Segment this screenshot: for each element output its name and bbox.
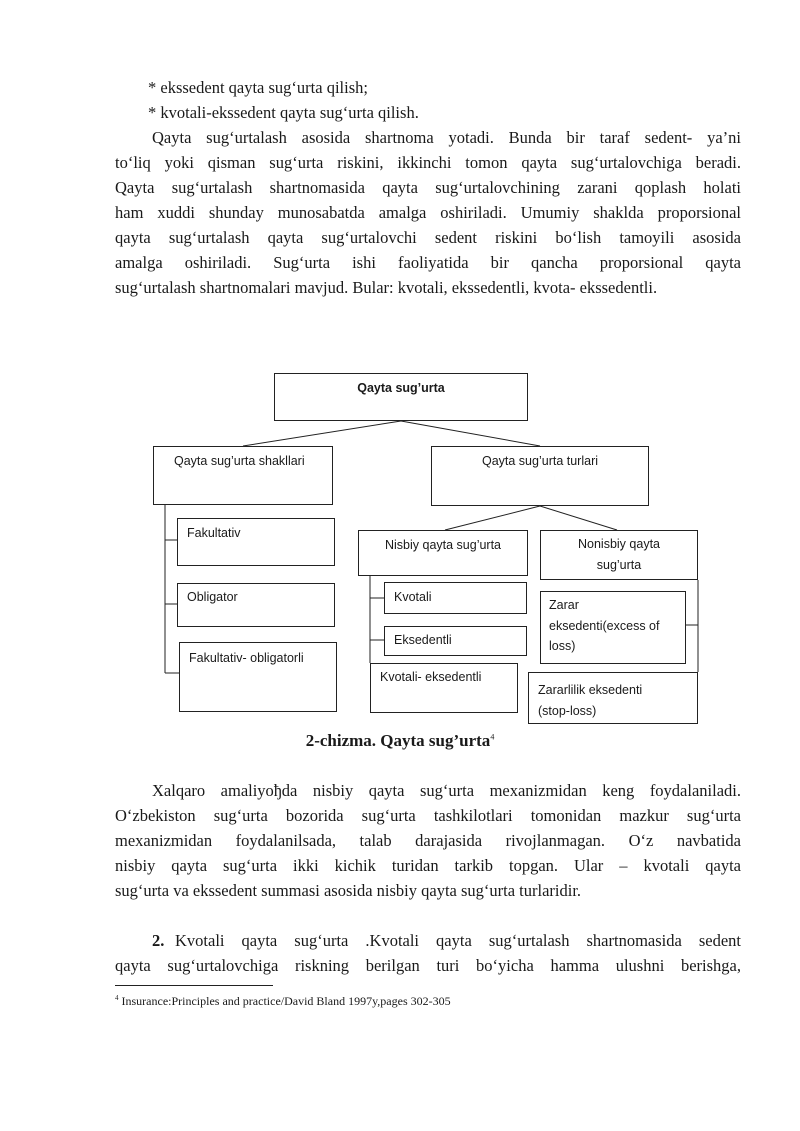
figure-caption-text: 2-chizma. Qayta sug’urta bbox=[305, 731, 491, 750]
paragraph-2-line-5: sug‘urta va ekssedent summasi asosida nisbiy qayta sug‘urta turlaridir. bbox=[115, 881, 582, 900]
form-obligator-label: Obligator bbox=[187, 590, 238, 604]
paragraph-2-line-4: nisbiy qayta sug‘urta ikki kichik turidan tarkib topgan. Ular – kvotali qayta bbox=[115, 856, 741, 875]
kvotali-eksedentli-label: Kvotali- eksedentli bbox=[380, 670, 482, 684]
paragraph-1-line-1: Qayta sug‘urtalash asosida shartnoma yotadi. Bunda bir taraf sedent- ya’ni bbox=[152, 128, 741, 147]
forms-head-label: Qayta sug’urta shakllari bbox=[174, 454, 305, 468]
paragraph-3-line-1: Kvotali qayta sug‘urta .Kvotali qayta sug‘urtalash shartnomasida sedent bbox=[175, 931, 741, 950]
nonisbiy-head-line-2: sug’urta bbox=[596, 558, 642, 572]
root-label: Qayta sug’urta bbox=[357, 381, 445, 395]
footnote-text: Insurance:Principles and practice/David Bland 1997y,pages 302-305 bbox=[121, 994, 451, 1008]
list-item-kvotali-ekssedent: * kvotali-ekssedent qayta sug‘urta qilish. bbox=[148, 103, 419, 122]
zarar-eksedenti-line-3: loss) bbox=[549, 639, 576, 653]
types-head-label: Qayta sug’urta turlari bbox=[481, 454, 599, 468]
list-item-ekssedent: * ekssedent qayta sug‘urta qilish; bbox=[148, 78, 368, 97]
paragraph-1-line-5: qayta sug‘urtalash qayta sug‘urtalovchi sedent riskini bo‘lish tamoyili asosida bbox=[115, 228, 741, 247]
stop-loss-line-2: (stop-loss) bbox=[538, 704, 597, 718]
connector-types-nisbiy bbox=[445, 506, 540, 530]
paragraph-1-line-7: sug‘urtalash shartnomalari mavjud. Bular: kvotali, ekssedentli, kvota- ekssedentli. bbox=[115, 278, 658, 297]
section-number: 2. bbox=[152, 931, 165, 950]
paragraph-2-line-3: mexanizmidan foydalanilsada, talab darajasida rivojlanmagan. O‘z navbatida bbox=[115, 831, 741, 850]
nonisbiy-head-line-1: Nonisbiy qayta bbox=[578, 537, 660, 551]
eksedentli-label: Eksedentli bbox=[394, 633, 452, 647]
footnote-separator bbox=[115, 985, 273, 986]
connector-types-nonisbiy bbox=[540, 506, 617, 530]
paragraph-1-line-3: Qayta sug‘urtalash shartnomasida qayta sug‘urtalovchining zarani qoplash holati bbox=[115, 178, 741, 197]
caption-footnote-mark: 4 bbox=[490, 732, 495, 742]
paragraph-2-line-2: O‘zbekiston sug‘urta bozorida sug‘urta tashkilotlari tomonidan mazkur sug‘urta bbox=[115, 806, 741, 825]
paragraph-1-line-6: amalga oshiriladi. Sug‘urta ishi faoliyatida bir qancha proporsional qayta bbox=[115, 253, 741, 272]
nisbiy-head-label: Nisbiy qayta sug’urta bbox=[384, 538, 502, 552]
form-mixed-label: Fakultativ- obligatorli bbox=[189, 651, 304, 665]
connector-root-right bbox=[401, 421, 540, 446]
zarar-eksedenti-line-2: eksedenti(excess of bbox=[549, 619, 660, 633]
connector-root-left bbox=[243, 421, 401, 446]
form-fakultativ-label: Fakultativ bbox=[187, 526, 241, 540]
footnote-mark: 4 bbox=[115, 994, 119, 1002]
paragraph-1-line-2: to‘liq yoki qisman sug‘urta riskini, ikkinchi tomon qayta sug‘urtalovchiga beradi. bbox=[115, 153, 741, 172]
paragraph-1-line-4: ham xuddi shunday munosabatda amalga oshiriladi. Umumiy shaklda proporsional bbox=[115, 203, 741, 222]
stop-loss-line-1: Zararlilik eksedenti bbox=[538, 683, 643, 697]
zarar-eksedenti-line-1: Zarar bbox=[549, 598, 579, 612]
figure-caption bbox=[0, 731, 800, 751]
footnote bbox=[115, 990, 451, 1009]
kvotali-label: Kvotali bbox=[394, 590, 432, 604]
paragraph-2-line-1: Xalqaro amaliyoђda nisbiy qayta sug‘urta mexanizmidan keng foydalaniladi. bbox=[152, 781, 741, 800]
paragraph-3-line-2: qayta sug‘urtalovchiga riskning berilgan turi bo‘yicha hamma ulushni berishga, bbox=[115, 956, 741, 975]
